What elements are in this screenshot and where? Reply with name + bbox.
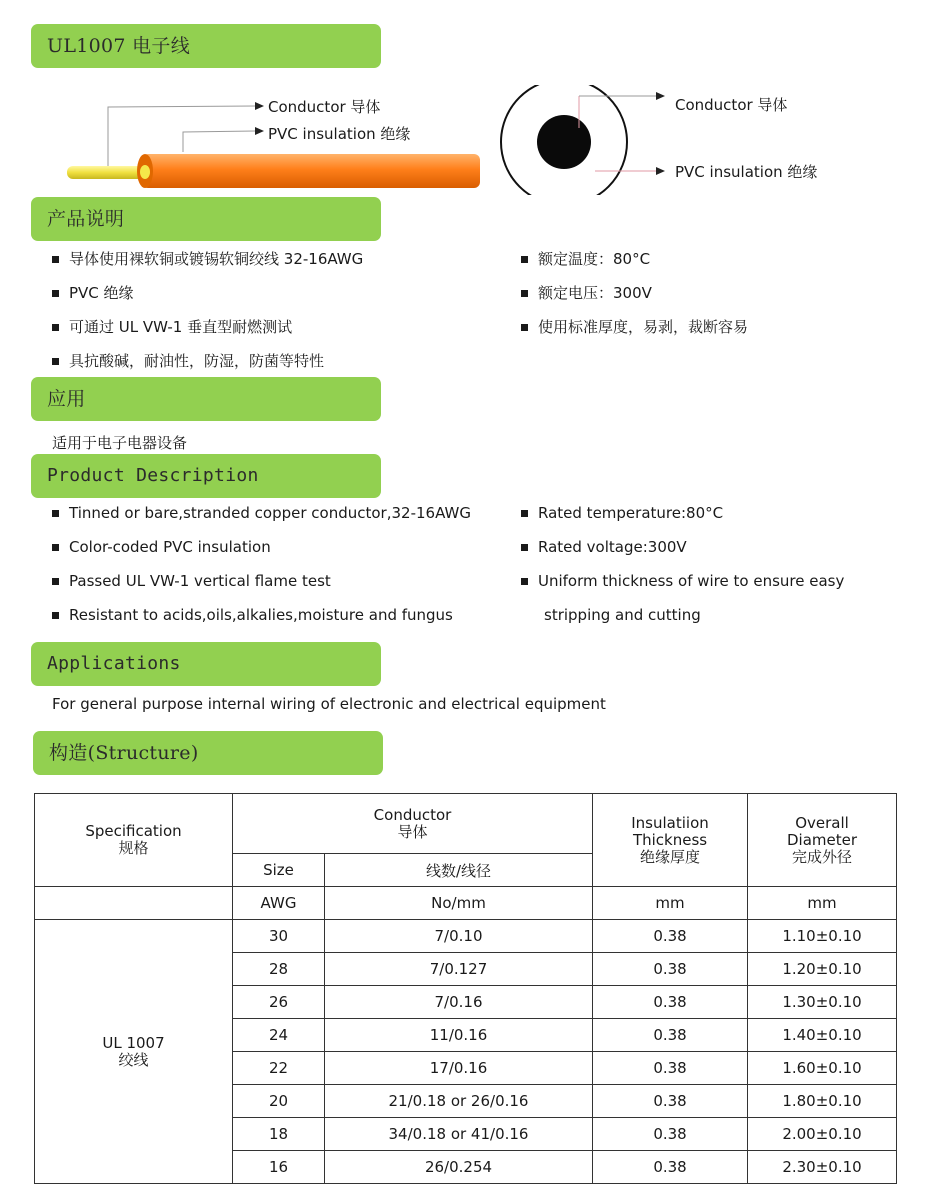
row-insulation: 0.38: [593, 920, 748, 953]
structure-header: 构造(Structure): [33, 731, 383, 775]
row-insulation: 0.38: [593, 1118, 748, 1151]
cn-application-header: 应用: [31, 377, 381, 421]
row-size: 30: [233, 920, 325, 953]
list-item: PVC 绝缘: [52, 276, 363, 310]
row-strand: 26/0.254: [325, 1151, 593, 1184]
row-strand: 17/0.16: [325, 1052, 593, 1085]
list-item: Color-coded PVC insulation: [52, 530, 471, 564]
row-size: 28: [233, 953, 325, 986]
insulation-unit: mm: [593, 887, 748, 920]
cn-description-left-list: [52, 242, 363, 378]
row-diameter: 1.20±0.10: [748, 953, 897, 986]
list-item: Passed UL VW-1 vertical flame test: [52, 564, 471, 598]
pvc-insulation: [142, 154, 480, 188]
diameter-header: Overall Diameter 完成外径: [748, 794, 897, 887]
row-size: 20: [233, 1085, 325, 1118]
row-strand: 21/0.18 or 26/0.16: [325, 1085, 593, 1118]
row-size: 24: [233, 1019, 325, 1052]
list-item: 导体使用裸软铜或镀锡软铜绞线 32-16AWG: [52, 242, 363, 276]
cross-conductor-label: Conductor 导体: [675, 96, 788, 114]
row-size: 18: [233, 1118, 325, 1151]
list-item: Rated voltage:300V: [521, 530, 844, 564]
row-insulation: 0.38: [593, 1085, 748, 1118]
list-item: Rated temperature:80°C: [521, 496, 844, 530]
row-diameter: 1.80±0.10: [748, 1085, 897, 1118]
row-diameter: 1.40±0.10: [748, 1019, 897, 1052]
conductor-strand: [67, 166, 147, 179]
list-item: Uniform thickness of wire to ensure easy: [521, 564, 844, 598]
side-insulation-label: PVC insulation 绝缘: [268, 125, 411, 143]
row-size: 22: [233, 1052, 325, 1085]
awg-unit: AWG: [233, 887, 325, 920]
list-item-continuation: stripping and cutting: [544, 606, 701, 624]
list-item: 具抗酸碱，耐油性，防湿，防菌等特性: [52, 344, 363, 378]
row-size: 16: [233, 1151, 325, 1184]
row-strand: 7/0.16: [325, 986, 593, 1019]
row-diameter: 1.60±0.10: [748, 1052, 897, 1085]
list-item: 可通过 UL VW-1 垂直型耐燃测试: [52, 310, 363, 344]
en-description-right-list: [521, 496, 844, 632]
spec-name: UL 1007 绞线: [35, 920, 233, 1184]
row-strand: 7/0.127: [325, 953, 593, 986]
row-diameter: 2.30±0.10: [748, 1151, 897, 1184]
cross-conductor: [537, 115, 591, 169]
structure-table: [34, 793, 897, 1184]
row-insulation: 0.38: [593, 1151, 748, 1184]
row-diameter: 1.10±0.10: [748, 920, 897, 953]
title-header: UL1007 电子线: [31, 24, 381, 68]
list-item: 使用标准厚度，易剥，裁断容易: [521, 310, 748, 344]
strand-header: 线数/线径: [325, 854, 593, 887]
insulation-header: Insulatiion Thickness 绝缘厚度: [593, 794, 748, 887]
cn-application-text: 适用于电子电器设备: [52, 434, 188, 452]
list-item: 额定电压：300V: [521, 276, 748, 310]
row-diameter: 1.30±0.10: [748, 986, 897, 1019]
en-description-header: Product Description: [31, 454, 381, 498]
row-strand: 34/0.18 or 41/0.16: [325, 1118, 593, 1151]
row-size: 26: [233, 986, 325, 1019]
row-insulation: 0.38: [593, 1019, 748, 1052]
row-diameter: 2.00±0.10: [748, 1118, 897, 1151]
row-strand: 7/0.10: [325, 920, 593, 953]
row-insulation: 0.38: [593, 986, 748, 1019]
diameter-unit: mm: [748, 887, 897, 920]
strand-unit: No/mm: [325, 887, 593, 920]
row-insulation: 0.38: [593, 953, 748, 986]
en-application-header: Applications: [31, 642, 381, 686]
list-item: Resistant to acids,oils,alkalies,moisture and fungus: [52, 598, 471, 632]
list-item: 额定温度：80°C: [521, 242, 748, 276]
side-conductor-label: Conductor 导体: [268, 98, 381, 116]
conductor-header: Conductor 导体: [233, 794, 593, 854]
wire-cross-section-diagram: [495, 85, 675, 195]
cn-description-header: 产品说明: [31, 197, 381, 241]
row-strand: 11/0.16: [325, 1019, 593, 1052]
spec-header: Specification 规格: [35, 794, 233, 887]
size-header: Size: [233, 854, 325, 887]
row-insulation: 0.38: [593, 1052, 748, 1085]
en-application-text: For general purpose internal wiring of electronic and electrical equipment: [52, 695, 606, 713]
cross-insulation-label: PVC insulation 绝缘: [675, 163, 818, 181]
list-item: Tinned or bare,stranded copper conductor,32-16AWG: [52, 496, 471, 530]
en-description-left-list: [52, 496, 471, 632]
insulation-leader-line: [183, 131, 255, 152]
cn-description-right-list: [521, 242, 748, 344]
